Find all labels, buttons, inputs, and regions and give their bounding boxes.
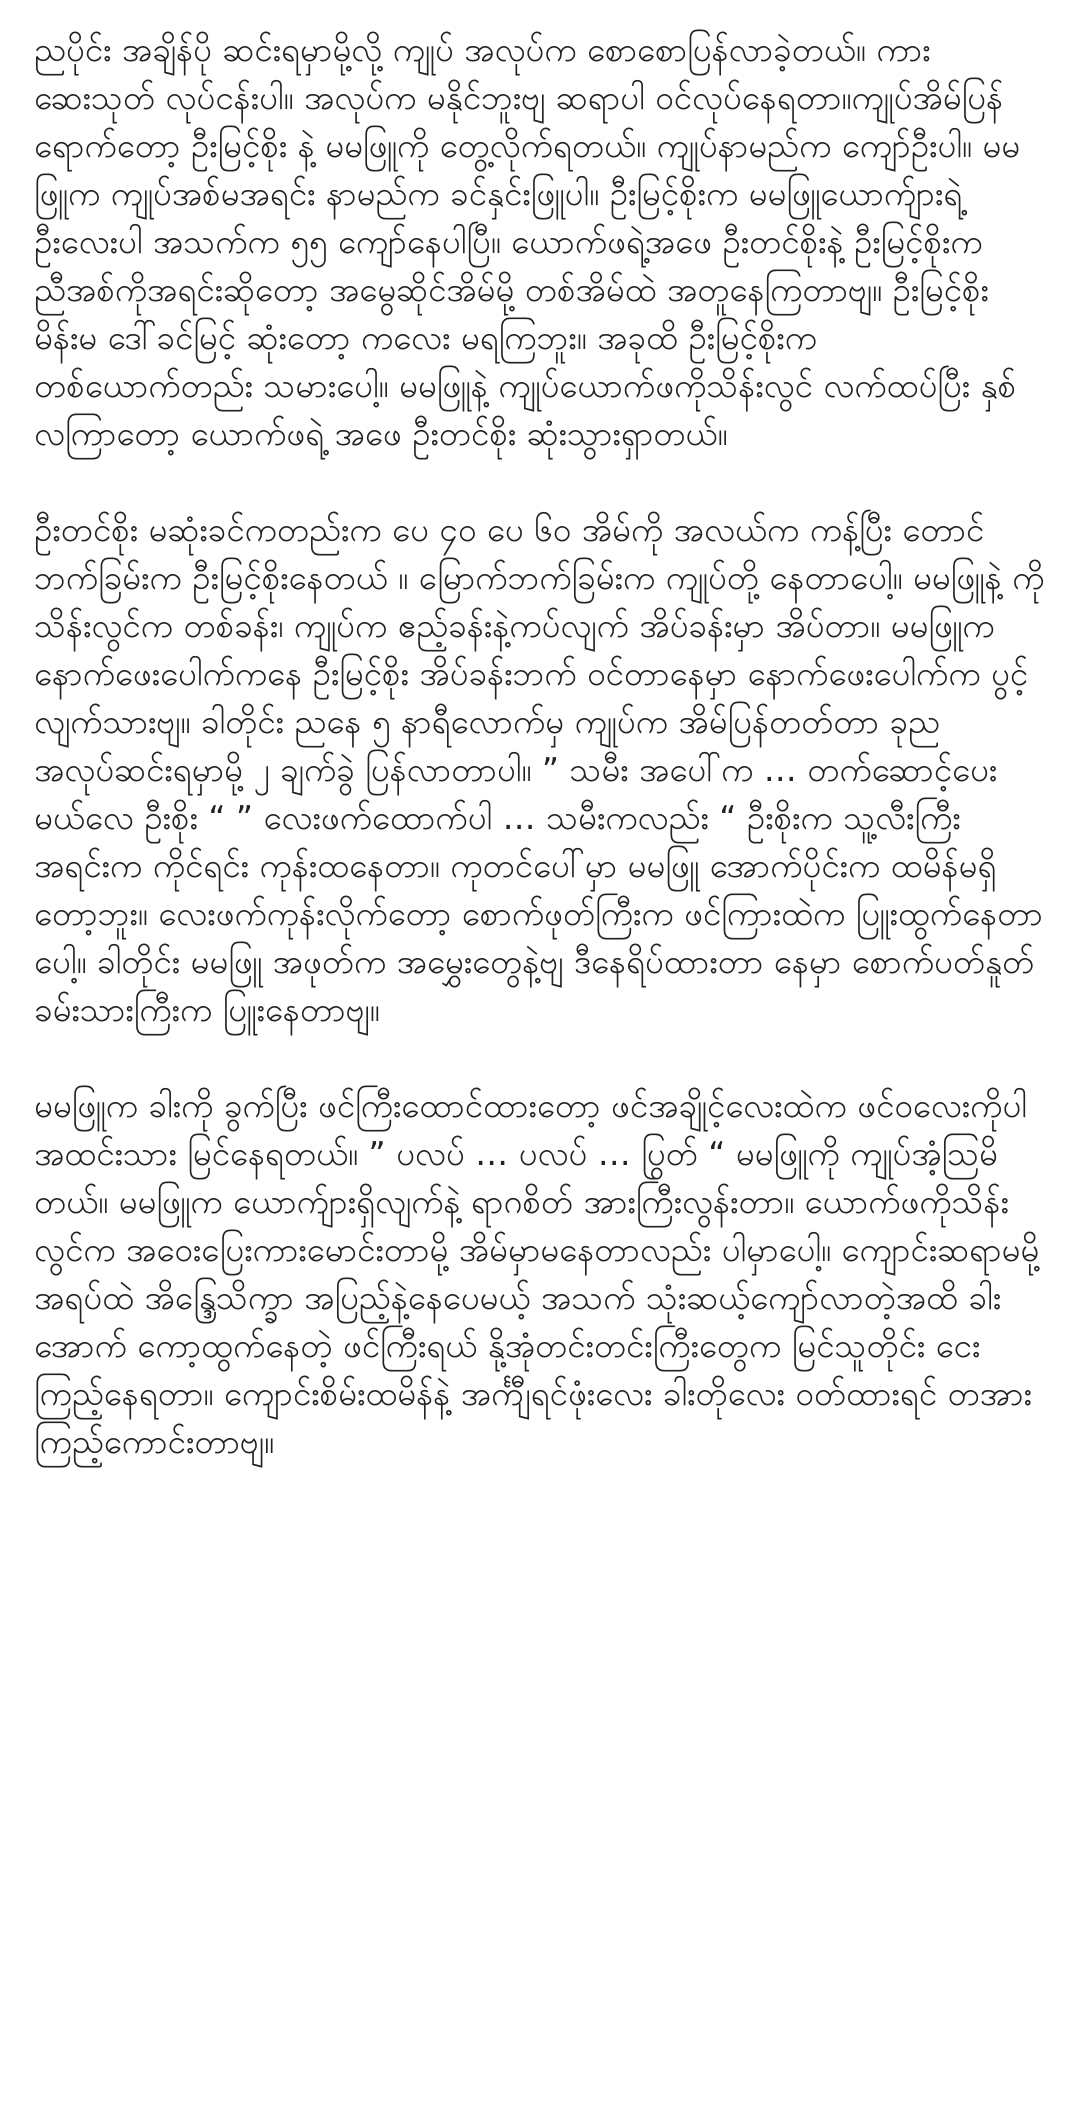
paragraph: ဦးတင်စိုး မဆုံးခင်ကတည်းက ပေ ၄၀ ပေ ၆၀ အိမ်ကို အလယ်က ကန့်ပြီး တောင်ဘက်ခြမ်းက ဦးမြင့်စိုးနေတယ် ။ မြောက်ဘက်ခြမ်းက ကျုပ်တို့ နေတာပေါ့။ မမဖြူနဲ့ ကိုသိန်းလွင်က တစ်ခန်း၊ ကျုပ်က ဧည့်ခန်းနဲ့ကပ်လျက် အိပ်ခန်းမှာ အိပ်တာ။ မမဖြူက နောက်ဖေးပေါက်ကနေ ဦးမြင့်စိုး အိပ်ခန်းဘက် ဝင်တာနေမှာ နောက်ဖေးပေါက်က ပွင့်လျက်သားဗျ။ ခါတိုင်း ညနေ ၅ နာရီလောက်မှ ကျုပ်က အိမ်ပြန်တတ်တာ ခုည အလုပ်ဆင်းရမှာမို့ ၂ ချက်ခွဲ ပြန်လာတာပါ။ ” သမီး အပေါ်က … တက်ဆောင့်ပေးမယ်လေ ဦးစိုး “ ” လေးဖက်ထောက်ပါ … သမီးကလည်း “ ဦးစိုးက သူ့လီးကြီး အရင်းက ကိုင်ရင်း ကုန်းထနေတာ။ ကုတင်ပေါ်မှာ မမဖြူ အောက်ပိုင်းက ထမိန်မရှိတော့ဘူး။ လေးဖက်ကုန်းလိုက်တော့ စောက်ဖုတ်ကြီးက ဖင်ကြားထဲက ပြူးထွက်နေတာပေါ့။ ခါတိုင်း မမဖြူ အဖုတ်က အမွှေးတွေနဲ့ဗျ ဒီနေရိပ်ထားတာ နေမှာ စောက်ပတ်နူတ်ခမ်းသားကြီးက ပြူးနေတာဗျ။ [34,510,1045,1029]
paragraph: မမဖြူက ခါးကို ခွက်ပြီး ဖင်ကြီးထောင်ထားတော့ ဖင်အချိုင့်လေးထဲက ဖင်ဝလေးကိုပါ အထင်းသား မြင်နေရတယ်။ ” ပလပ် … ပလပ် … ပြွတ် “ မမဖြူကို ကျုပ်အံ့သြမိတယ်။ မမဖြူက ယောက်ျားရှိလျက်နဲ့ ရာဂစိတ် အားကြီးလွန်းတာ။ ယောက်ဖကိုသိန်းလွင်က အဝေးပြေးကားမောင်းတာမို့ အိမ်မှာမနေတာလည်း ပါမှာပေါ့။ ကျောင်းဆရာမမို့ အရပ်ထဲ အိန္ဒြေသိက္ခာ အပြည့်နဲ့နေပေမယ့် အသက် သုံးဆယ့်ကျော်လာတဲ့အထိ ခါးအောက် ကော့ထွက်နေတဲ့ ဖင်ကြီးရယ် နို့အုံတင်းတင်းကြီးတွေက မြင်သူတိုင်း ငေးကြည့်နေရတာ။ ကျောင်းစိမ်းထမိန်နဲ့ အင်္ကျီရင်ဖုံးလေး ခါးတိုလေး ဝတ်ထားရင် တအားကြည့်ကောင်းတာဗျ။ [34,1086,1040,1461]
paragraph: ညပိုင်း အချိန်ပို ဆင်းရမှာမို့လို့ ကျုပ် အလုပ်က စောစောပြန်လာခဲ့တယ်။ ကားဆေးသုတ် လုပ်ငန်းပါ။ အလုပ်က မနိုင်ဘူးဗျ ဆရာပါ ဝင်လုပ်နေရတာ။ကျုပ်အိမ်ပြန်ရောက်တော့ ဦးမြင့်စိုး နဲ့ မမဖြူကို တွေ့လိုက်ရတယ်။ ကျုပ်နာမည်က ကျော်ဦးပါ။ မမဖြူက ကျုပ်အစ်မအရင်း နာမည်က ခင်နှင်းဖြူပါ။ ဦးမြင့်စိုးက မမဖြူယောက်ျားရဲ့ဦးလေးပါ အသက်က ၅၅ ကျော်နေပါပြီ။ ယောက်ဖရဲ့အဖေ ဦးတင်စိုးနဲ့ ဦးမြင့်စိုးက ညီအစ်ကိုအရင်းဆိုတော့ အမွေဆိုင်အိမ်မို့ တစ်အိမ်ထဲ အတူနေကြတာဗျ။ ဦးမြင့်စိုးမိန်းမ ဒေါ်ခင်မြင့် ဆုံးတော့ ကလေး မရကြဘူး။ အခုထိ ဦးမြင့်စိုးက တစ်ယောက်တည်း သမားပေါ့။ မမဖြူနဲ့ ကျုပ်ယောက်ဖကိုသိန်းလွင် လက်ထပ်ပြီး နှစ်လကြာတော့ ယောက်ဖရဲ့ အဖေ ဦးတင်စိုး ဆုံးသွားရှာတယ်။ [34,30,1021,453]
